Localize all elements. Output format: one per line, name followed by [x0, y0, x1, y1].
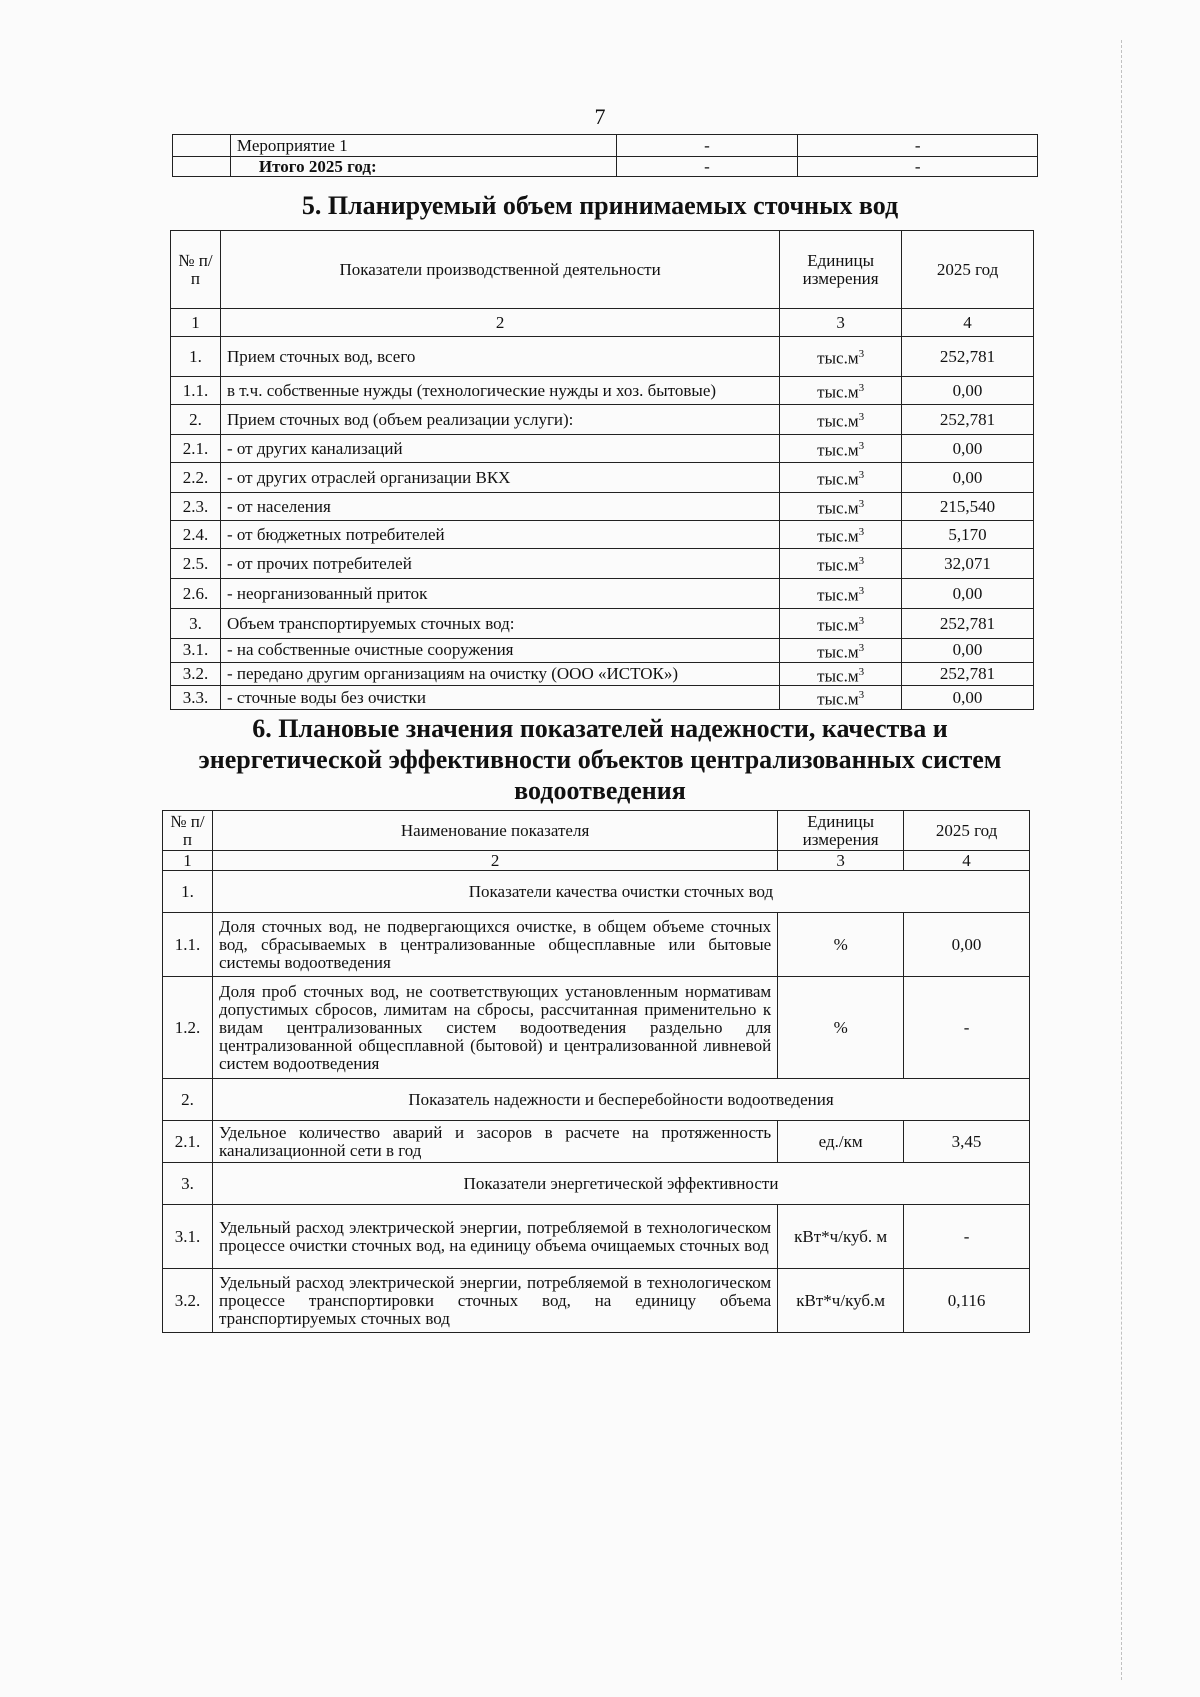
col-number: 2: [212, 851, 777, 871]
unit-text: тыс.м: [817, 555, 859, 575]
row-name: - неорганизованный приток: [220, 579, 779, 609]
row-unit: [780, 463, 902, 493]
unit-text: тыс.м: [817, 440, 859, 460]
row-num: 1.2.: [163, 977, 213, 1079]
table-row: [171, 377, 1034, 405]
unit-text: тыс.м: [817, 469, 859, 489]
row-name: Доля проб сточных вод, не соответствующих установленным нормативам допустимых сбросов, лимитам на сбросы, рассчитанная применительно к видам централизованных систем водоотведения раздельно для централизованной общесплавной (бытовой) и централизованной ливневой систем водоотведения: [212, 977, 777, 1079]
group-row: [163, 871, 1030, 913]
unit-superscript: 3: [858, 642, 865, 654]
row-unit: [780, 337, 902, 377]
table-row: [171, 549, 1034, 579]
section6-title-line1: 6. Плановые значения показателей надежности, качества и: [252, 714, 948, 743]
row-num: 2.3.: [171, 493, 221, 521]
header-name: Наименование показателя: [212, 811, 777, 851]
table-row: [163, 913, 1030, 977]
row-value: 215,540: [902, 493, 1034, 521]
row-unit: кВт*ч/куб.м: [778, 1269, 904, 1333]
row-name: в т.ч. собственные нужды (технологические нужды и хоз. бытовые): [220, 377, 779, 405]
row-unit: [780, 521, 902, 549]
unit-superscript: 3: [858, 411, 865, 424]
table-row: [171, 686, 1034, 710]
table-header: [171, 231, 1034, 309]
row-name: - от бюджетных потребителей: [220, 521, 779, 549]
header-unit: Единицы измерения: [778, 811, 904, 851]
group-title: Показатель надежности и бесперебойности водоотведения: [212, 1079, 1029, 1121]
unit-superscript: 3: [858, 469, 865, 482]
unit-text: тыс.м: [817, 615, 859, 635]
table-row: [171, 609, 1034, 639]
header-num: № п/п: [163, 811, 213, 851]
group-row: [163, 1163, 1030, 1205]
table-row: [163, 1121, 1030, 1163]
group-num: 2.: [163, 1079, 213, 1121]
row-name: - от других отраслей организации ВКХ: [220, 463, 779, 493]
table-row: [171, 435, 1034, 463]
unit-text: тыс.м: [817, 382, 859, 402]
group-title: Показатели качества очистки сточных вод: [212, 871, 1029, 913]
unit-superscript: 3: [858, 498, 865, 511]
row-name: - передано другим организациям на очистку (ООО «ИСТОК»): [220, 662, 779, 686]
row-value: 0,00: [902, 377, 1034, 405]
column-numbers: [171, 309, 1034, 337]
col-number: 1: [163, 851, 213, 871]
group-num: 3.: [163, 1163, 213, 1205]
row-name: Прием сточных вод, всего: [220, 337, 779, 377]
row-label: Мероприятие 1: [230, 135, 616, 157]
row-num: 1.1.: [171, 377, 221, 405]
row-name: Объем транспортируемых сточных вод:: [220, 609, 779, 639]
row-value: 252,781: [902, 662, 1034, 686]
row-value: 0,00: [902, 639, 1034, 663]
unit-superscript: 3: [858, 585, 865, 598]
row-value: 0,00: [902, 686, 1034, 710]
table-row: [171, 405, 1034, 435]
table-row: [163, 1205, 1030, 1269]
row-name: - от населения: [220, 493, 779, 521]
row-name: Удельное количество аварий и засоров в расчете на протяженность канализационной сети в год: [212, 1121, 777, 1163]
table-row: [163, 1269, 1030, 1333]
row-name: Удельный расход электрической энергии, потребляемой в технологическом процессе очистки сточных вод, на единицу объема очищаемых сточных вод: [212, 1205, 777, 1269]
row-value: -: [904, 1205, 1030, 1269]
unit-text: тыс.м: [817, 689, 859, 709]
row-num: 3.: [171, 609, 221, 639]
row-num: 2.: [171, 405, 221, 435]
row-name: - сточные воды без очистки: [220, 686, 779, 710]
row-name: Прием сточных вод (объем реализации услуги):: [220, 405, 779, 435]
row-value: 0,00: [902, 463, 1034, 493]
table-row: [171, 639, 1034, 663]
unit-text: тыс.м: [817, 526, 859, 546]
row-num: 3.3.: [171, 686, 221, 710]
section6-table: [162, 810, 1030, 1333]
row-num: 2.5.: [171, 549, 221, 579]
col-number: 2: [220, 309, 779, 337]
row-num: 3.2.: [163, 1269, 213, 1333]
row-label: Итого 2025 год:: [230, 157, 616, 177]
row-num: 2.2.: [171, 463, 221, 493]
header-num: № п/п: [171, 231, 221, 309]
table-row: [173, 135, 1038, 157]
unit-text: тыс.м: [817, 666, 859, 686]
col-number: 3: [780, 309, 902, 337]
table-row: [163, 977, 1030, 1079]
col-number: 1: [171, 309, 221, 337]
row-unit: [780, 405, 902, 435]
table-row: [171, 493, 1034, 521]
unit-superscript: 3: [858, 440, 865, 453]
col-number: 4: [904, 851, 1030, 871]
col-number: 3: [778, 851, 904, 871]
row-unit: %: [778, 913, 904, 977]
group-row: [163, 1079, 1030, 1121]
row-unit: ед./км: [778, 1121, 904, 1163]
group-num: 1.: [163, 871, 213, 913]
page-number: 7: [594, 104, 606, 129]
table-row: [171, 463, 1034, 493]
col-number: 4: [902, 309, 1034, 337]
row-value: 32,071: [902, 549, 1034, 579]
row-name: Удельный расход электрической энергии, потребляемой в технологическом процессе транспортировки сточных вод, на единицу объема транспортируемых сточных вод: [212, 1269, 777, 1333]
header-name: Показатели производственной деятельности: [220, 231, 779, 309]
row-num: 1.: [171, 337, 221, 377]
header-year: 2025 год: [904, 811, 1030, 851]
unit-superscript: 3: [858, 526, 865, 539]
row-num: 3.2.: [171, 662, 221, 686]
row-value: 0,00: [902, 579, 1034, 609]
table-row: [171, 337, 1034, 377]
row-num: 2.1.: [171, 435, 221, 463]
row-value: -: [904, 977, 1030, 1079]
row-value: -: [616, 135, 798, 157]
row-unit: %: [778, 977, 904, 1079]
scan-edge: [1111, 40, 1122, 1680]
row-value: 252,781: [902, 337, 1034, 377]
table-header: [163, 811, 1030, 851]
unit-text: тыс.м: [817, 585, 859, 605]
row-unit: [780, 377, 902, 405]
section6-title-line2: энергетической эффективности объектов централизованных систем: [198, 745, 1002, 774]
row-num: 3.1.: [163, 1205, 213, 1269]
row-name: - от прочих потребителей: [220, 549, 779, 579]
row-num: 2.1.: [163, 1121, 213, 1163]
unit-superscript: 3: [858, 615, 865, 628]
row-unit: [780, 493, 902, 521]
row-name: Доля сточных вод, не подвергающихся очистке, в общем объеме сточных вод, сбрасываемых в централизованные общесплавные или бытовые системы водоотведения: [212, 913, 777, 977]
top-table: [172, 134, 1038, 177]
row-unit: [780, 435, 902, 463]
column-numbers: [163, 851, 1030, 871]
row-unit: [780, 639, 902, 663]
row-value: 252,781: [902, 405, 1034, 435]
row-unit: [780, 549, 902, 579]
unit-superscript: 3: [858, 382, 865, 395]
group-title: Показатели энергетической эффективности: [212, 1163, 1029, 1205]
row-value: 3,45: [904, 1121, 1030, 1163]
row-value: 0,116: [904, 1269, 1030, 1333]
row-name: - от других канализаций: [220, 435, 779, 463]
section6-title-line3: водоотведения: [514, 776, 686, 805]
header-unit: Единицы измерения: [780, 231, 902, 309]
row-value: -: [798, 157, 1038, 177]
row-value: -: [616, 157, 798, 177]
unit-superscript: 3: [858, 689, 865, 702]
row-value: 0,00: [904, 913, 1030, 977]
table-row: [171, 579, 1034, 609]
row-unit: кВт*ч/куб. м: [778, 1205, 904, 1269]
table-row: [171, 521, 1034, 549]
unit-text: тыс.м: [817, 642, 859, 662]
row-value: 0,00: [902, 435, 1034, 463]
row-unit: [780, 609, 902, 639]
row-unit: [780, 686, 902, 710]
unit-superscript: 3: [858, 555, 865, 568]
section5-title: 5. Планируемый объем принимаемых сточных вод: [301, 191, 899, 220]
unit-text: тыс.м: [817, 411, 859, 431]
row-num: 2.6.: [171, 579, 221, 609]
row-unit: [780, 579, 902, 609]
row-name: - на собственные очистные сооружения: [220, 639, 779, 663]
row-value: 5,170: [902, 521, 1034, 549]
table-row: [173, 157, 1038, 177]
unit-superscript: 3: [858, 665, 865, 678]
table-row: [171, 662, 1034, 686]
header-year: 2025 год: [902, 231, 1034, 309]
row-value: 252,781: [902, 609, 1034, 639]
row-unit: [780, 662, 902, 686]
row-num: 2.4.: [171, 521, 221, 549]
row-value: -: [798, 135, 1038, 157]
unit-text: тыс.м: [817, 498, 859, 518]
unit-superscript: 3: [858, 348, 865, 361]
row-num: 3.1.: [171, 639, 221, 663]
unit-text: тыс.м: [817, 348, 859, 368]
row-num: 1.1.: [163, 913, 213, 977]
section5-table: [170, 230, 1034, 710]
